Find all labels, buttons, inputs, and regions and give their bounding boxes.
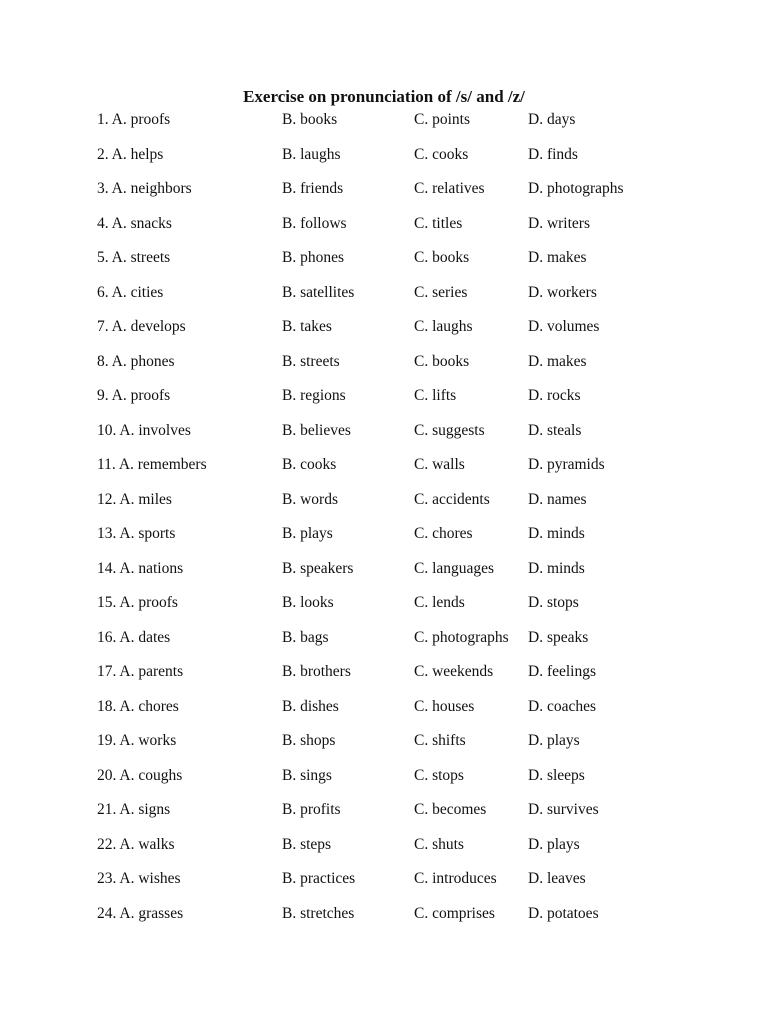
- option-c: C. stops: [414, 766, 464, 784]
- option-b: B. speakers: [282, 559, 354, 577]
- option-c: C. relatives: [414, 180, 485, 197]
- option-a: 5. A. streets: [97, 249, 171, 266]
- page-title: Exercise on pronunciation of /s/ and /z/: [243, 87, 525, 106]
- option-c: C. books: [414, 352, 470, 370]
- option-b: B. cooks: [282, 456, 337, 473]
- option-c: C. cooks: [414, 145, 469, 163]
- question-row: [0, 801, 768, 836]
- option-d: D. rocks: [528, 387, 581, 404]
- option-b: B. plays: [282, 525, 333, 542]
- option-c: C. weekends: [414, 663, 494, 680]
- option-b: B. streets: [282, 352, 340, 370]
- option-c: C. lends: [414, 594, 465, 611]
- option-c: C. books: [414, 249, 470, 266]
- option-b: B. laughs: [282, 145, 341, 163]
- option-a: 9. A. proofs: [97, 387, 171, 404]
- question-row: [0, 284, 768, 319]
- option-a: 12. A. miles: [97, 490, 172, 508]
- option-c: C. laughs: [414, 318, 473, 335]
- option-d: D. minds: [528, 525, 585, 542]
- option-c: C. chores: [414, 525, 473, 542]
- option-a: 4. A. snacks: [97, 214, 172, 232]
- question-row: [0, 180, 768, 215]
- question-row: [0, 836, 768, 871]
- question-row: [0, 146, 768, 181]
- option-b: B. sings: [282, 766, 332, 784]
- option-c: C. comprises: [414, 904, 495, 922]
- option-a: 10. A. involves: [97, 421, 191, 439]
- option-b: B. books: [282, 111, 338, 128]
- option-a: 24. A. grasses: [97, 904, 184, 922]
- option-a: 11. A. remembers: [97, 456, 207, 473]
- option-c: C. introduces: [414, 870, 497, 887]
- option-b: B. brothers: [282, 663, 351, 680]
- option-a: 20. A. coughs: [97, 766, 183, 784]
- question-row: [0, 698, 768, 733]
- option-a: 3. A. neighbors: [97, 180, 192, 197]
- option-b: B. looks: [282, 594, 334, 611]
- question-row: [0, 525, 768, 560]
- option-b: B. bags: [282, 628, 329, 646]
- option-d: D. potatoes: [528, 904, 599, 922]
- option-a: 6. A. cities: [97, 283, 164, 301]
- option-a: 8. A. phones: [97, 352, 175, 370]
- option-c: C. photographs: [414, 628, 509, 646]
- option-d: D. workers: [528, 283, 597, 301]
- option-b: B. satellites: [282, 283, 355, 301]
- option-a: 2. A. helps: [97, 145, 164, 163]
- question-row: [0, 629, 768, 664]
- option-b: B. shops: [282, 732, 336, 749]
- option-b: B. regions: [282, 387, 346, 404]
- option-b: B. dishes: [282, 697, 339, 715]
- option-a: 14. A. nations: [97, 559, 184, 577]
- option-a: 13. A. sports: [97, 525, 176, 542]
- option-c: C. languages: [414, 559, 495, 577]
- question-row: [0, 422, 768, 457]
- option-d: D. leaves: [528, 870, 586, 887]
- question-row: [0, 353, 768, 388]
- option-b: B. friends: [282, 180, 344, 197]
- question-row: [0, 249, 768, 284]
- option-b: B. stretches: [282, 904, 355, 922]
- option-d: D. pyramids: [528, 456, 605, 473]
- option-c: C. houses: [414, 697, 475, 715]
- option-a: 7. A. develops: [97, 318, 186, 335]
- option-c: C. points: [414, 111, 470, 128]
- option-c: C. becomes: [414, 801, 487, 818]
- option-b: B. steps: [282, 835, 332, 853]
- option-c: C. shifts: [414, 732, 466, 749]
- option-a: 15. A. proofs: [97, 594, 178, 611]
- option-d: D. minds: [528, 559, 585, 577]
- question-row: [0, 870, 768, 905]
- option-a: 21. A. signs: [97, 801, 171, 818]
- option-d: D. days: [528, 111, 576, 128]
- option-a: 23. A. wishes: [97, 870, 181, 887]
- question-row: [0, 215, 768, 250]
- option-d: D. plays: [528, 835, 580, 853]
- option-d: D. coaches: [528, 697, 596, 715]
- option-d: D. makes: [528, 249, 587, 266]
- option-c: C. walls: [414, 456, 465, 473]
- option-b: B. profits: [282, 801, 341, 818]
- option-a: 16. A. dates: [97, 628, 171, 646]
- question-list: [0, 111, 768, 939]
- option-c: C. shuts: [414, 835, 464, 853]
- option-c: C. lifts: [414, 387, 457, 404]
- option-c: C. accidents: [414, 490, 490, 508]
- question-row: [0, 318, 768, 353]
- option-a: 17. A. parents: [97, 663, 184, 680]
- question-row: [0, 732, 768, 767]
- option-d: D. names: [528, 490, 587, 508]
- question-row: [0, 767, 768, 802]
- option-d: D. plays: [528, 732, 580, 749]
- option-b: B. follows: [282, 214, 347, 232]
- question-row: [0, 594, 768, 629]
- question-row: [0, 111, 768, 146]
- option-b: B. takes: [282, 318, 332, 335]
- option-a: 22. A. walks: [97, 835, 175, 853]
- option-d: D. survives: [528, 801, 599, 818]
- option-d: D. finds: [528, 145, 578, 163]
- option-d: D. makes: [528, 352, 587, 370]
- option-b: B. practices: [282, 870, 356, 887]
- option-a: 19. A. works: [97, 732, 177, 749]
- question-row: [0, 387, 768, 422]
- option-d: D. photographs: [528, 180, 624, 197]
- option-b: B. believes: [282, 421, 351, 439]
- option-d: D. feelings: [528, 663, 597, 680]
- option-d: D. stops: [528, 594, 579, 611]
- option-c: C. titles: [414, 214, 463, 232]
- option-a: 1. A. proofs: [97, 111, 171, 128]
- option-d: D. speaks: [528, 628, 589, 646]
- option-c: C. suggests: [414, 421, 485, 439]
- question-row: [0, 456, 768, 491]
- question-row: [0, 663, 768, 698]
- option-d: D. sleeps: [528, 766, 585, 784]
- question-row: [0, 905, 768, 940]
- option-c: C. series: [414, 283, 468, 301]
- option-a: 18. A. chores: [97, 697, 179, 715]
- option-b: B. words: [282, 490, 338, 508]
- option-b: B. phones: [282, 249, 344, 266]
- question-row: [0, 491, 768, 526]
- option-d: D. volumes: [528, 318, 600, 335]
- option-d: D. steals: [528, 421, 582, 439]
- question-row: [0, 560, 768, 595]
- option-d: D. writers: [528, 214, 590, 232]
